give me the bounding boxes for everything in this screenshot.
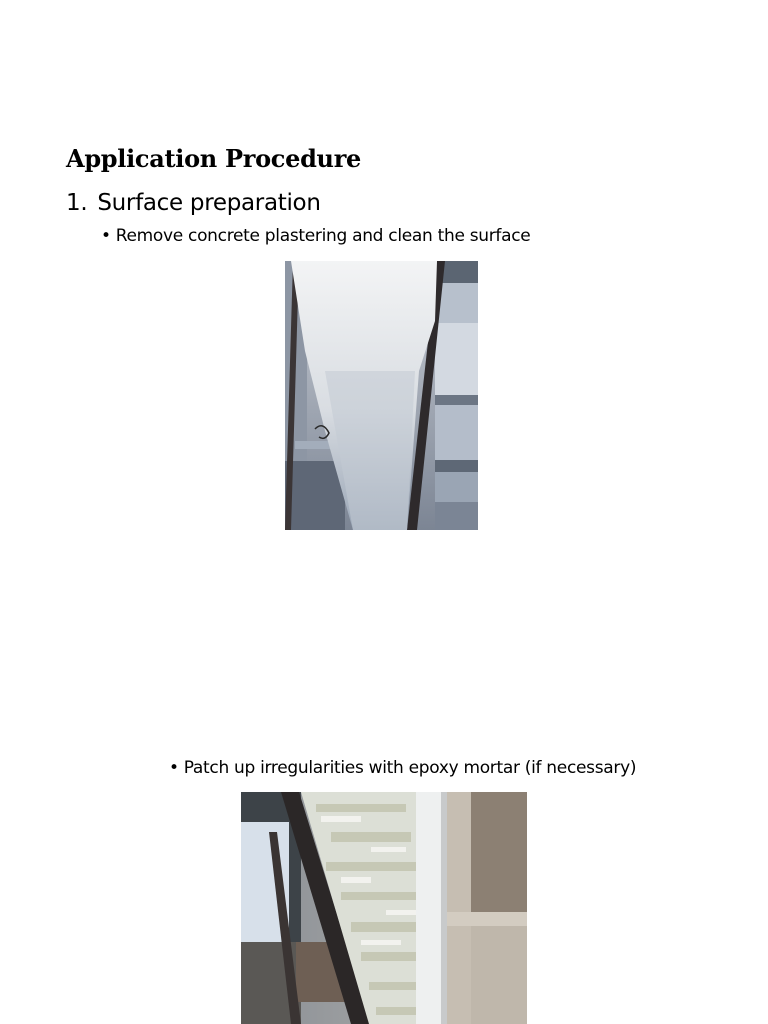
- bullet-text: Patch up irregularities with epoxy mortar (if necessary): [183, 758, 637, 778]
- epoxy-patched-beam-photo: [241, 792, 527, 1024]
- step-number: 1.: [66, 190, 88, 216]
- concrete-beam-image: [285, 261, 478, 530]
- page-title: Application Procedure: [66, 144, 362, 173]
- bullet-item: [169, 758, 636, 778]
- step-label: Surface preparation: [97, 190, 321, 216]
- bullet-text: Remove concrete plastering and clean the surface: [115, 226, 531, 246]
- bullet-symbol: •: [169, 758, 179, 778]
- concrete-beam-photo: [285, 261, 478, 530]
- bullet-item: [101, 226, 530, 246]
- step-heading: [66, 190, 321, 216]
- epoxy-patched-beam-image: [241, 792, 527, 1024]
- bullet-symbol: •: [101, 226, 111, 246]
